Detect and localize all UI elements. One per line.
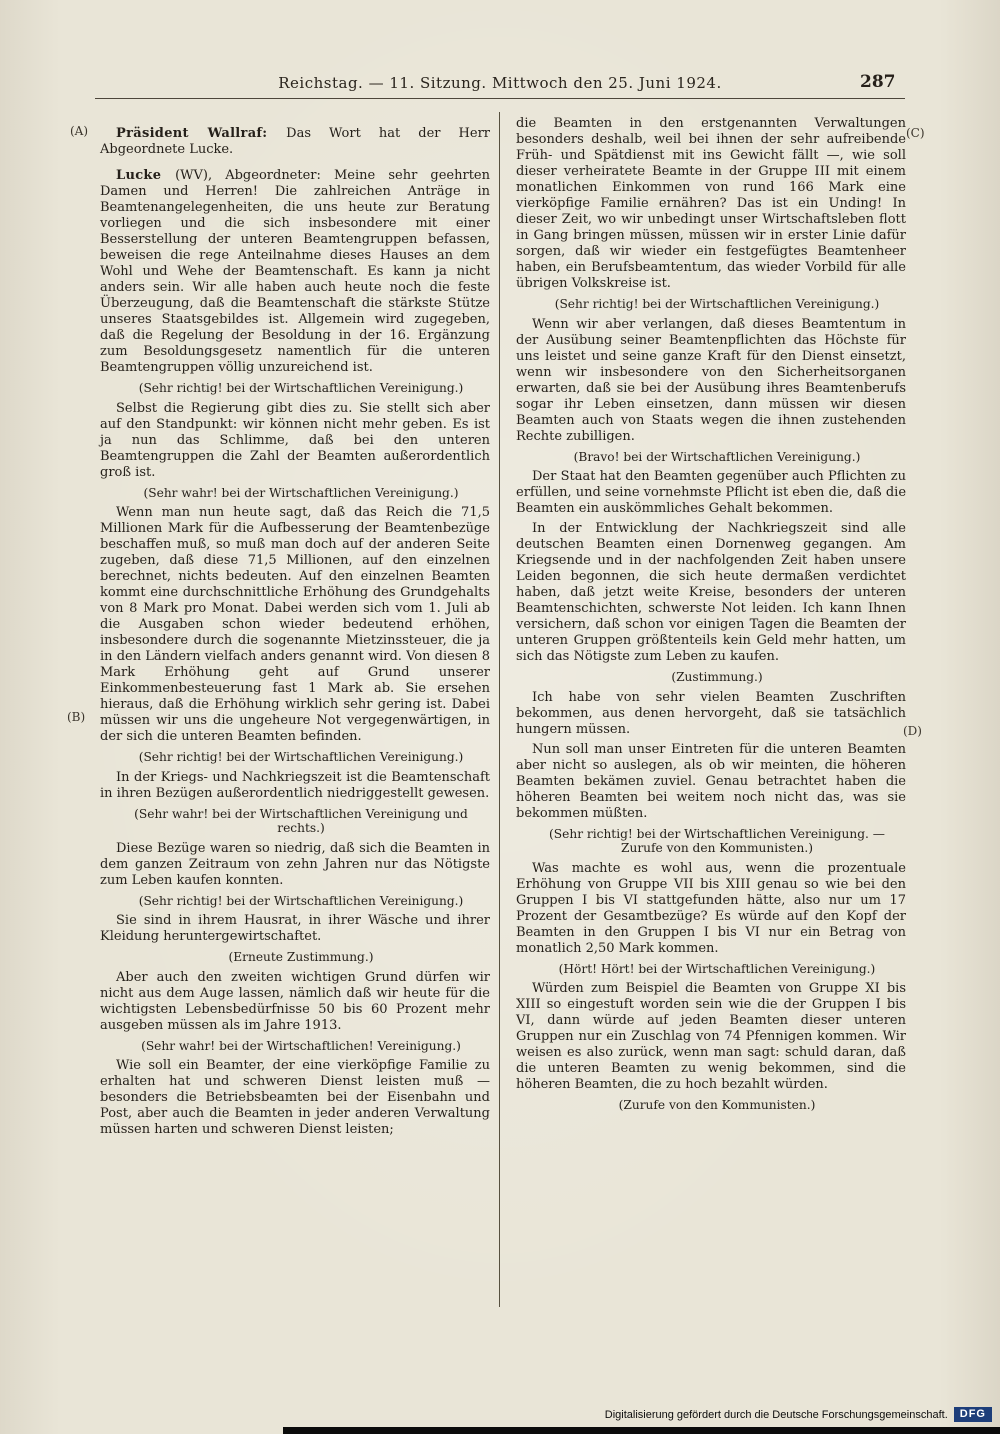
paragraph: Wenn man nun heute sagt, daß das Reich die 71,5 Millionen Mark für die Aufbesserung der Beamtenbezüge beschaffen muß, so muß man doch auf der anderen Seite zugeben, daß diese 71,5 Millionen, auf den einzelnen berechnet, nichts bedeuten. Auf den einzelnen Beamten kommt eine durchschnittliche Erhöhung des Grundgehalts von 8 Mark pro Monat. Dabei werden sich vom 1. Juli ab die Ausgaben schon wieder bedeutend erhöhen, insbesondere durch die sogenannte Mietzinssteuer, die ja in den Ländern vielfach anders genannt wird. Von diesen 8 Mark Erhöhung geht auf Grund unserer Einkommenbesteuerung fast 1 Mark ab. Sie ersehen hieraus, daß die Erhöhung wirklich sehr gering ist. Dabei müssen wir uns die ungeheure Not vergegenwärtigen, in der sich die unteren Beamten befinden. bbox=[100, 505, 490, 744]
left-column bbox=[100, 116, 490, 1141]
interjection: (Sehr richtig! bei der Wirtschaftlichen Vereinigung.) bbox=[138, 893, 464, 908]
interjection: (Erneute Zustimmung.) bbox=[228, 950, 374, 964]
paragraph: Ich habe von sehr vielen Beamten Zuschriften bekommen, aus denen hervorgeht, daß sie tatsächlich hungern müssen. bbox=[516, 689, 906, 737]
interjection: (Hört! Hört! bei der Wirtschaftlichen Vereinigung.) bbox=[558, 961, 876, 976]
paragraph: Präsident Wallraf: Das Wort hat der Herr Abgeordnete Lucke. bbox=[100, 126, 490, 157]
running-head: Reichstag. — 11. Sitzung. Mittwoch den 25. Juni 1924. bbox=[278, 74, 722, 92]
speaker-name: Präsident Wallraf: bbox=[116, 126, 287, 141]
interjection: (Zurufe von den Kommunisten.) bbox=[618, 1098, 816, 1112]
paragraph: Wie soll ein Beamter, der eine vierköpfige Familie zu erhalten hat und schweren Dienst leisten muß — besonders die Betriebsbeamten bei der Eisenbahn und Post, aber auch die Beamten in jeder anderen Verwaltung müssen harten und schweren Dienst leisten; bbox=[100, 1058, 490, 1137]
paragraph: Lucke (WV), Abgeordneter: Meine sehr geehrten Damen und Herren! Die zahlreichen Anträge in Beamtenangelegenheiten, die uns heute zur Beratung vorliegen und die sich insbesondere mit einer Besserstellung der unteren Beamtengruppen befassen, beweisen die rege Anteilnahme dieses Hauses an dem Wohl und Wehe der Beamtenschaft. Es kann ja nicht anders sein. Wir alle haben auch heute noch die feste Überzeugung, daß die Beamtenschaft die stärkste Stütze unseres Staatsgebildes ist. Allgemein wird zugegeben, daß die Regelung der Besoldung in der 16. Ergänzung zum Besoldungsgesetz namentlich für die unteren Beamtengruppen völlig unzureichend ist. bbox=[100, 168, 490, 375]
dfg-logo: DFG bbox=[954, 1407, 992, 1422]
interjection: (Sehr richtig! bei der Wirtschaftlichen Vereinigung. — Zurufe von den Kommunisten.) bbox=[549, 826, 885, 855]
paragraph: Wenn wir aber verlangen, daß dieses Beamtentum in der Ausübung seiner Beamtenpflichten das Höchste für uns leistet und seine ganze Kraft für den Dienst einsetzt, wenn wir insbesondere von den Sicherheitsorganen erwarten, daß sie bei der Ausübung ihres Beamtenberufs sogar ihr Leben einsetzen, dann müssen wir diesen Beamten auch von Staats wegen die ihnen zustehenden Rechte zubilligen. bbox=[516, 316, 906, 444]
scan-edge-strip bbox=[283, 1427, 1000, 1434]
page-number: 287 bbox=[860, 72, 896, 92]
interjection: (Sehr richtig! bei der Wirtschaftlichen Vereinigung.) bbox=[554, 297, 880, 311]
text-columns bbox=[100, 116, 906, 1141]
paragraph: Aber auch den zweiten wichtigen Grund dürfen wir nicht aus dem Auge lassen, nämlich daß wir heute für die wichtigsten Lebensbedürfnisse 50 bis 60 Prozent mehr ausgeben müssen als im Jahre 1913. bbox=[100, 969, 490, 1033]
margin-marker-d: (D) bbox=[903, 724, 922, 738]
paragraph: Würden zum Beispiel die Beamten von Gruppe XI bis XIII so eingestuft worden sein wie die der Gruppen I bis VI, dann würde auf jeden Beamten dieser unteren Gruppen nur ein Zuschlag von 74 Pfennigen kommen. Wir weisen es also zurück, wenn man sagt: schuld daran, daß die unteren Beamten zu wenig bekommen, sind die höheren Beamten, die zu hoch bezahlt würden. bbox=[516, 981, 906, 1092]
paragraph: Diese Bezüge waren so niedrig, daß sich die Beamten in dem ganzen Zeitraum von zehn Jahren nur das Nötigste zum Leben kaufen konnten. bbox=[100, 840, 490, 888]
interjection: (Sehr richtig! bei der Wirtschaftlichen Vereinigung.) bbox=[138, 381, 464, 395]
margin-marker-b: (B) bbox=[67, 710, 86, 724]
paragraph: Was machte es wohl aus, wenn die prozentuale Erhöhung von Gruppe VII bis XIII genau so wie bei den Gruppen I bis VI stattgefunden hätte, also nur um 17 Prozent der Gesamtbezüge? Es würde auf den Kopf der Beamten in den Gruppen I bis VI nur ein Betrag von monatlich 2,50 Mark kommen. bbox=[516, 860, 906, 956]
right-column bbox=[516, 116, 906, 1141]
interjection: (Zustimmung.) bbox=[671, 670, 763, 684]
header-rule bbox=[95, 98, 905, 99]
paragraph: Der Staat hat den Beamten gegenüber auch Pflichten zu erfüllen, und seine vornehmste Pflicht ist eben die, daß die Beamten ein auskömmliches Gehalt bekommen. bbox=[516, 469, 907, 516]
margin-marker-a: (A) bbox=[70, 124, 89, 138]
interjection: (Sehr richtig! bei der Wirtschaftlichen Vereinigung.) bbox=[138, 750, 464, 764]
interjection: (Sehr wahr! bei der Wirtschaftlichen Vereinigung und rechts.) bbox=[134, 806, 468, 835]
interjection: (Bravo! bei der Wirtschaftlichen Vereinigung.) bbox=[573, 449, 861, 464]
digitization-credit bbox=[605, 1407, 992, 1422]
paragraph: Sie sind in ihrem Hausrat, in ihrer Wäsche und ihrer Kleidung heruntergewirtschaftet. bbox=[100, 913, 490, 944]
interjection: (Sehr wahr! bei der Wirtschaftlichen! Vereinigung.) bbox=[141, 1038, 461, 1053]
paragraph: In der Kriegs- und Nachkriegszeit ist die Beamtenschaft in ihren Bezügen außerordentlich niedriggestellt gewesen. bbox=[100, 769, 490, 801]
margin-marker-c: (C) bbox=[906, 126, 925, 140]
paragraph: die Beamten in den erstgenannten Verwaltungen besonders deshalb, weil bei ihnen der sehr aufreibende Früh- und Spätdienst mit ins Gewicht fällt —, wie soll dieser verheiratete Beamte in der Gruppe III mit einem monatlichen Einkommen von rund 166 Mark eine vierköpfige Familie ernähren? Das ist ein Unding! In dieser Zeit, wo wir unbedingt unser Wirtschaftsleben flott in Gang bringen müssen, müssen wir in erster Linie dafür sorgen, daß wir wieder ein festgefügtes Beamtenheer haben, ein Berufsbeamtentum, das wieder Vorbild für alle übrigen Volkskreise ist. bbox=[516, 116, 906, 291]
speaker-name: Lucke bbox=[116, 168, 176, 183]
digitization-credit-text: Digitalisierung gefördert durch die Deutsche Forschungsgemeinschaft. bbox=[604, 1408, 948, 1421]
interjection: (Sehr wahr! bei der Wirtschaftlichen Vereinigung.) bbox=[143, 485, 459, 500]
paragraph: In der Entwicklung der Nachkriegszeit sind alle deutschen Beamten einen Dornenweg gegangen. Am Kriegsende und in der nachfolgenden Zeit haben unsere Leiden begonnen, die sich heute dermaßen verdichtet haben, daß jetzt weite Kreise, besonders der unteren Beamtenschichten, schwerste Not leiden. Ich kann Ihnen versichern, daß schon vor einigen Tagen die Beamten der unteren Gruppen größtenteils kein Geld mehr hatten, um sich das Nötigste zum Leben zu kaufen. bbox=[516, 521, 906, 664]
paragraph: Nun soll man unser Eintreten für die unteren Beamten aber nicht so auslegen, als ob wir meinten, die höheren Beamten bekämen zuviel. Genau betrachtet haben die höheren Beamten bei weitem noch nicht das, was sie bekommen müßten. bbox=[516, 741, 906, 821]
paragraph: Selbst die Regierung gibt dies zu. Sie stellt sich aber auf den Standpunkt: wir können nicht mehr geben. Es ist ja nun das Schlimme, daß bei den unteren Beamtengruppen die Zahl der Beamten außerordentlich groß ist. bbox=[100, 400, 490, 480]
